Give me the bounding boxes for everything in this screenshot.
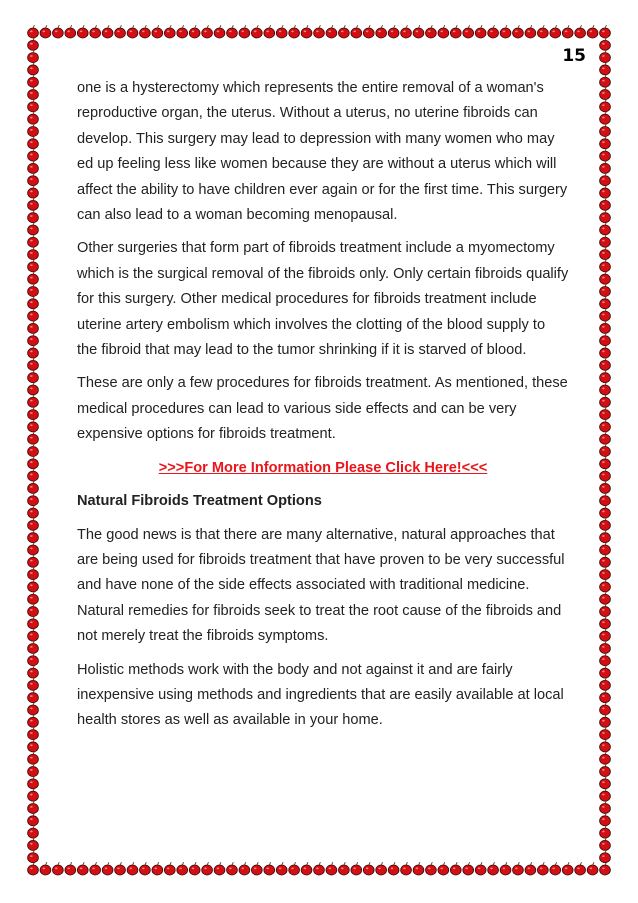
red-apple-icon <box>600 370 611 383</box>
red-apple-icon <box>600 161 611 174</box>
red-apple-icon <box>600 751 611 764</box>
red-apple-icon <box>587 25 598 38</box>
red-apple-icon <box>28 751 39 764</box>
red-apple-icon <box>550 862 561 875</box>
paragraph-holistic-methods: Holistic methods work with the body and not against it and are fairly inexpensive using methods and ingredients that are easily available at local health stores as well as available in your home. <box>77 661 564 729</box>
red-apple-icon <box>500 862 511 875</box>
page-content <box>77 76 569 742</box>
red-apple-icon <box>600 518 611 531</box>
red-apple-icon <box>28 591 39 604</box>
red-apple-icon <box>600 419 611 432</box>
red-apple-icon <box>600 702 611 715</box>
red-apple-icon <box>401 25 412 38</box>
red-apple-icon <box>28 407 39 420</box>
red-apple-icon <box>77 25 88 38</box>
red-apple-icon <box>276 862 287 875</box>
red-apple-icon <box>251 25 262 38</box>
red-apple-icon <box>600 604 611 617</box>
red-apple-icon <box>525 25 536 38</box>
red-apple-icon <box>28 111 39 124</box>
red-apple-icon <box>537 25 548 38</box>
red-apple-icon <box>600 136 611 149</box>
red-apple-icon <box>28 99 39 112</box>
red-apple-icon <box>65 862 76 875</box>
red-apple-icon <box>28 161 39 174</box>
red-apple-icon <box>587 862 598 875</box>
red-apple-icon <box>600 567 611 580</box>
red-apple-icon <box>28 776 39 789</box>
red-apple-icon <box>600 87 611 100</box>
red-apple-icon <box>28 50 39 63</box>
red-apple-icon <box>140 862 151 875</box>
red-apple-icon <box>164 862 175 875</box>
red-apple-icon <box>28 542 39 555</box>
red-apple-icon <box>351 25 362 38</box>
red-apple-icon <box>28 714 39 727</box>
red-apple-icon <box>28 554 39 567</box>
red-apple-icon <box>600 259 611 272</box>
red-apple-icon <box>426 25 437 38</box>
red-apple-icon <box>363 25 374 38</box>
red-apple-icon <box>600 394 611 407</box>
red-apple-icon <box>264 862 275 875</box>
red-apple-icon <box>600 444 611 457</box>
paragraph-hysterectomy: one is a hysterectomy which represents the entire removal of a woman's reproductive organ, the uterus. Without a uterus, no uterine fibroids can develop. This surgery may lead to depression with many women who may ed up feeling less like women because they are without a uterus which will affect the ability to have children ever again or for the first time. This surgery can also lead to a woman becoming menopausal. <box>77 80 568 224</box>
paragraph-procedures-summary: These are only a few procedures for fibroids treatment. As mentioned, these medical procedures can lead to various side effects and can be very expensive options for fibroids treatment. <box>77 375 568 443</box>
red-apple-icon <box>28 850 39 863</box>
more-info-line <box>77 456 569 481</box>
red-apple-icon <box>600 124 611 137</box>
red-apple-icon <box>600 801 611 814</box>
red-apple-icon <box>28 518 39 531</box>
red-apple-icon <box>28 87 39 100</box>
red-apple-icon <box>600 690 611 703</box>
red-apple-icon <box>513 862 524 875</box>
red-apple-icon <box>600 493 611 506</box>
red-apple-icon <box>164 25 175 38</box>
red-apple-icon <box>28 431 39 444</box>
red-apple-icon <box>28 665 39 678</box>
red-apple-icon <box>28 382 39 395</box>
more-info-link[interactable]: >>>For More Information Please Click Here!<<< <box>158 459 488 476</box>
red-apple-icon <box>600 481 611 494</box>
red-apple-icon <box>90 862 101 875</box>
red-apple-icon <box>251 862 262 875</box>
red-apple-icon <box>438 862 449 875</box>
red-apple-icon <box>575 862 586 875</box>
red-apple-icon <box>600 579 611 592</box>
red-apple-icon <box>28 530 39 543</box>
red-apple-icon <box>562 862 573 875</box>
red-apple-icon <box>28 148 39 161</box>
red-apple-icon <box>28 210 39 223</box>
red-apple-icon <box>28 62 39 75</box>
red-apple-icon <box>28 25 39 38</box>
red-apple-icon <box>214 25 225 38</box>
red-apple-icon <box>600 862 611 875</box>
red-apple-icon <box>28 444 39 457</box>
red-apple-icon <box>413 862 424 875</box>
red-apple-icon <box>600 345 611 358</box>
red-apple-icon <box>438 25 449 38</box>
red-apple-icon <box>600 382 611 395</box>
red-apple-icon <box>537 862 548 875</box>
red-apple-icon <box>28 456 39 469</box>
red-apple-icon <box>28 604 39 617</box>
red-apple-icon <box>140 25 151 38</box>
red-apple-icon <box>562 25 573 38</box>
red-apple-icon <box>227 25 238 38</box>
red-apple-icon <box>600 542 611 555</box>
red-apple-icon <box>301 862 312 875</box>
red-apple-icon <box>600 198 611 211</box>
red-apple-icon <box>28 788 39 801</box>
red-apple-icon <box>202 862 213 875</box>
red-apple-icon <box>525 862 536 875</box>
red-apple-icon <box>28 222 39 235</box>
red-apple-icon <box>600 333 611 346</box>
red-apple-icon <box>600 25 611 38</box>
red-apple-icon <box>475 25 486 38</box>
red-apple-icon <box>189 25 200 38</box>
red-apple-icon <box>513 25 524 38</box>
red-apple-icon <box>600 222 611 235</box>
red-apple-icon <box>413 25 424 38</box>
red-apple-icon <box>28 284 39 297</box>
red-apple-icon <box>28 678 39 691</box>
red-apple-icon <box>102 862 113 875</box>
red-apple-icon <box>575 25 586 38</box>
red-apple-icon <box>239 25 250 38</box>
red-apple-icon <box>28 333 39 346</box>
red-apple-icon <box>600 111 611 124</box>
red-apple-icon <box>28 345 39 358</box>
red-apple-icon <box>28 801 39 814</box>
red-apple-icon <box>28 567 39 580</box>
red-apple-icon <box>600 308 611 321</box>
red-apple-icon <box>600 776 611 789</box>
red-apple-icon <box>28 579 39 592</box>
red-apple-icon <box>326 25 337 38</box>
red-apple-icon <box>463 25 474 38</box>
red-apple-icon <box>600 74 611 87</box>
red-apple-icon <box>28 259 39 272</box>
red-apple-icon <box>376 862 387 875</box>
red-apple-icon <box>40 25 51 38</box>
red-apple-icon <box>28 690 39 703</box>
paragraph-other-surgeries: Other surgeries that form part of fibroids treatment include a myomectomy which is the surgical removal of the fibroids only. Only certain fibroids qualify for this surgery. Other medical procedures for fibroids treatment include uterine artery embolism which involves the clotting of the blood supply to the fibroid that may lead to the tumor shrinking if it is starved of blood. <box>77 240 569 359</box>
red-apple-icon <box>600 554 611 567</box>
red-apple-icon <box>28 136 39 149</box>
red-apple-icon <box>28 481 39 494</box>
red-apple-icon <box>600 234 611 247</box>
red-apple-icon <box>28 296 39 309</box>
red-apple-icon <box>28 653 39 666</box>
red-apple-icon <box>600 714 611 727</box>
red-apple-icon <box>600 764 611 777</box>
red-apple-icon <box>600 321 611 334</box>
red-apple-icon <box>127 25 138 38</box>
red-apple-icon <box>600 788 611 801</box>
red-apple-icon <box>28 271 39 284</box>
red-apple-icon <box>600 50 611 63</box>
red-apple-icon <box>500 25 511 38</box>
red-apple-icon <box>450 25 461 38</box>
red-apple-icon <box>600 591 611 604</box>
red-apple-icon <box>600 62 611 75</box>
red-apple-icon <box>28 247 39 260</box>
red-apple-icon <box>600 38 611 51</box>
red-apple-icon <box>388 25 399 38</box>
red-apple-icon <box>600 185 611 198</box>
red-apple-icon <box>289 862 300 875</box>
red-apple-icon <box>600 641 611 654</box>
red-apple-icon <box>600 813 611 826</box>
red-apple-icon <box>376 25 387 38</box>
red-apple-icon <box>600 628 611 641</box>
red-apple-icon <box>115 25 126 38</box>
red-apple-icon <box>301 25 312 38</box>
red-apple-icon <box>600 148 611 161</box>
red-apple-icon <box>488 862 499 875</box>
red-apple-icon <box>264 25 275 38</box>
red-apple-icon <box>426 862 437 875</box>
red-apple-icon <box>600 431 611 444</box>
section-heading: Natural Fibroids Treatment Options <box>77 493 322 510</box>
red-apple-icon <box>28 38 39 51</box>
red-apple-icon <box>28 838 39 851</box>
page-number: 15 <box>562 46 586 66</box>
red-apple-icon <box>28 825 39 838</box>
red-apple-icon <box>28 358 39 371</box>
red-apple-icon <box>600 210 611 223</box>
red-apple-icon <box>600 247 611 260</box>
red-apple-icon <box>214 862 225 875</box>
red-apple-icon <box>40 862 51 875</box>
red-apple-icon <box>388 862 399 875</box>
red-apple-icon <box>600 271 611 284</box>
red-apple-icon <box>600 678 611 691</box>
red-apple-icon <box>289 25 300 38</box>
red-apple-icon <box>152 862 163 875</box>
red-apple-icon <box>28 234 39 247</box>
red-apple-icon <box>28 727 39 740</box>
red-apple-icon <box>600 616 611 629</box>
red-apple-icon <box>177 862 188 875</box>
red-apple-icon <box>600 825 611 838</box>
red-apple-icon <box>52 25 63 38</box>
red-apple-icon <box>28 468 39 481</box>
red-apple-icon <box>77 862 88 875</box>
paragraph-good-news: The good news is that there are many alternative, natural approaches that are being used for fibroids treatment that have proven to be very successful and have none of the side effects associated with traditional medicine. Natural remedies for fibroids seek to treat the root cause of the fibroids and not merely treat the fibroids symptoms. <box>77 526 565 645</box>
red-apple-icon <box>600 284 611 297</box>
red-apple-icon <box>227 862 238 875</box>
red-apple-icon <box>28 739 39 752</box>
red-apple-icon <box>189 862 200 875</box>
red-apple-icon <box>401 862 412 875</box>
red-apple-icon <box>90 25 101 38</box>
red-apple-icon <box>152 25 163 38</box>
red-apple-icon <box>28 419 39 432</box>
red-apple-icon <box>28 308 39 321</box>
red-apple-icon <box>600 173 611 186</box>
red-apple-icon <box>600 296 611 309</box>
red-apple-icon <box>28 173 39 186</box>
red-apple-icon <box>600 665 611 678</box>
red-apple-icon <box>28 616 39 629</box>
red-apple-icon <box>600 530 611 543</box>
red-apple-icon <box>28 198 39 211</box>
red-apple-icon <box>600 850 611 863</box>
red-apple-icon <box>338 862 349 875</box>
red-apple-icon <box>28 862 39 875</box>
red-apple-icon <box>28 321 39 334</box>
red-apple-icon <box>177 25 188 38</box>
red-apple-icon <box>28 628 39 641</box>
red-apple-icon <box>363 862 374 875</box>
red-apple-icon <box>28 493 39 506</box>
red-apple-icon <box>351 862 362 875</box>
red-apple-icon <box>600 99 611 112</box>
red-apple-icon <box>450 862 461 875</box>
red-apple-icon <box>600 456 611 469</box>
red-apple-icon <box>28 813 39 826</box>
red-apple-icon <box>28 124 39 137</box>
red-apple-icon <box>202 25 213 38</box>
red-apple-icon <box>600 653 611 666</box>
red-apple-icon <box>28 185 39 198</box>
red-apple-icon <box>28 394 39 407</box>
red-apple-icon <box>314 25 325 38</box>
red-apple-icon <box>28 505 39 518</box>
red-apple-icon <box>463 862 474 875</box>
red-apple-icon <box>28 702 39 715</box>
red-apple-icon <box>338 25 349 38</box>
red-apple-icon <box>28 74 39 87</box>
red-apple-icon <box>65 25 76 38</box>
red-apple-icon <box>600 739 611 752</box>
red-apple-icon <box>127 862 138 875</box>
red-apple-icon <box>600 468 611 481</box>
red-apple-icon <box>239 862 250 875</box>
red-apple-icon <box>314 862 325 875</box>
red-apple-icon <box>276 25 287 38</box>
red-apple-icon <box>550 25 561 38</box>
red-apple-icon <box>600 838 611 851</box>
red-apple-icon <box>475 862 486 875</box>
red-apple-icon <box>600 407 611 420</box>
red-apple-icon <box>28 370 39 383</box>
red-apple-icon <box>488 25 499 38</box>
red-apple-icon <box>28 641 39 654</box>
red-apple-icon <box>600 358 611 371</box>
red-apple-icon <box>28 764 39 777</box>
red-apple-icon <box>102 25 113 38</box>
red-apple-icon <box>115 862 126 875</box>
red-apple-icon <box>326 862 337 875</box>
red-apple-icon <box>600 505 611 518</box>
red-apple-icon <box>52 862 63 875</box>
red-apple-icon <box>600 727 611 740</box>
